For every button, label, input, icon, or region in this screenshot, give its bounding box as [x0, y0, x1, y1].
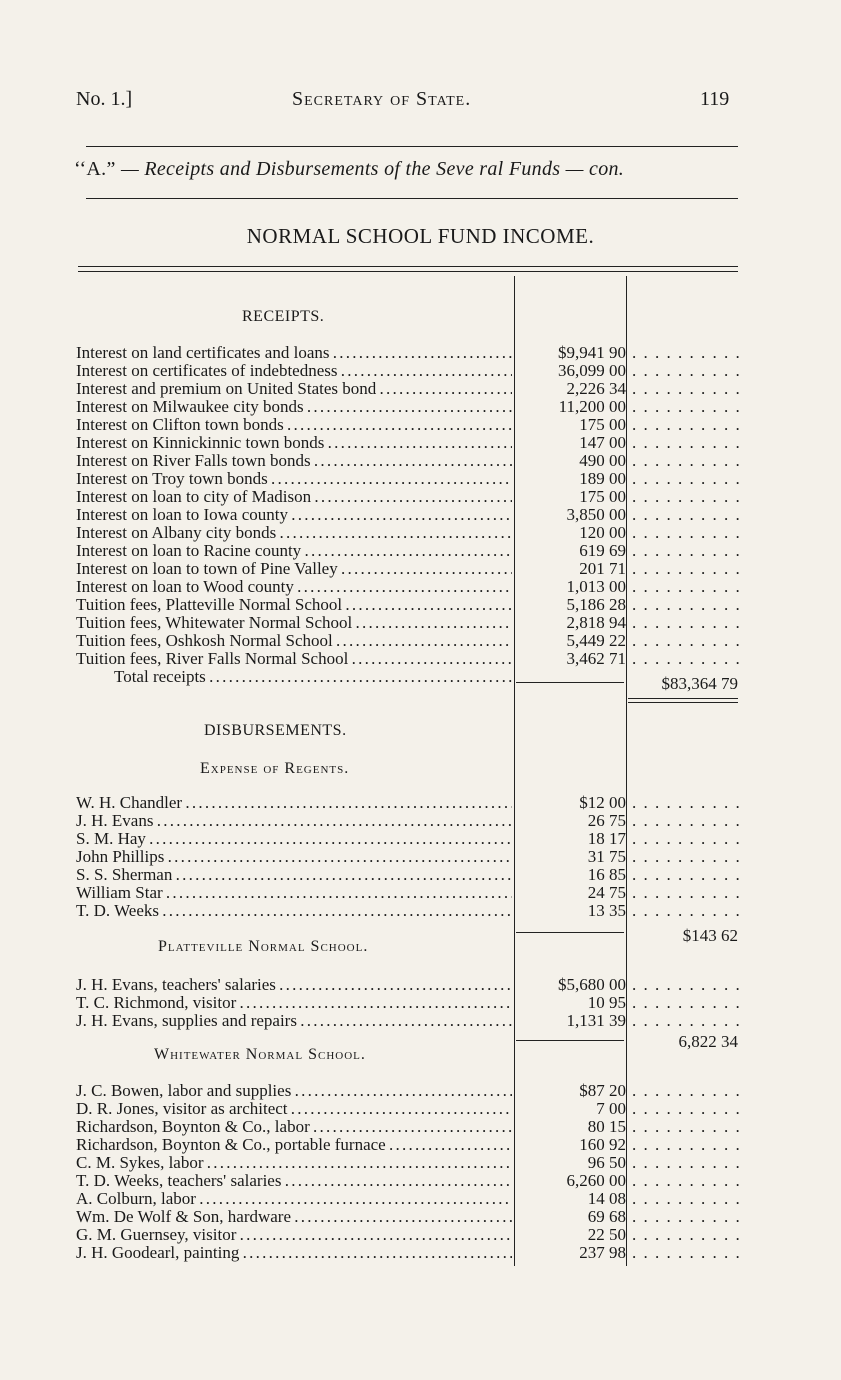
dot-leader — [632, 506, 740, 524]
regent-expense-row — [76, 848, 746, 866]
item-description: Interest on loan to city of Madison . . . — [76, 488, 512, 506]
dot-leader — [632, 398, 740, 416]
item-amount: 16 85 — [587, 865, 626, 884]
regent-expense-row — [76, 830, 746, 848]
item-description: Tuition fees, Whitewater Normal School . . . — [76, 614, 512, 632]
regent-expense-row — [76, 902, 746, 920]
item-amount: $12 00 — [579, 793, 626, 812]
dot-leader — [632, 1136, 740, 1154]
platteville-expense-row — [76, 994, 746, 1012]
whitewater-expense-row — [76, 1136, 746, 1154]
item-description: Tuition fees, Platteville Normal School . . . — [76, 596, 512, 614]
receipt-row — [76, 470, 746, 488]
receipt-row — [76, 632, 746, 650]
receipt-row — [76, 524, 746, 542]
dot-leader — [632, 650, 740, 668]
item-amount: 147 00 — [579, 433, 626, 452]
item-amount: 201 71 — [579, 559, 626, 578]
item-amount: 14 08 — [587, 1189, 626, 1208]
item-amount: 11,200 00 — [558, 397, 626, 416]
dot-leader — [632, 632, 740, 650]
item-description: Interest on River Falls town bonds . . . — [76, 452, 512, 470]
regent-expense-row — [76, 812, 746, 830]
receipt-row — [76, 488, 746, 506]
item-description: Richardson, Boynton & Co., portable furnace . . . — [76, 1136, 512, 1154]
receipt-row — [76, 506, 746, 524]
item-description: Interest on land certificates and loans . . . — [76, 344, 512, 362]
item-amount: 13 35 — [587, 901, 626, 920]
item-description: D. R. Jones, visitor as architect . . . — [76, 1100, 512, 1118]
item-description: J. H. Goodearl, painting . . . — [76, 1244, 512, 1262]
dot-leader — [632, 976, 740, 994]
dot-leader — [632, 994, 740, 1012]
item-description: T. D. Weeks, teachers' salaries . . . — [76, 1172, 512, 1190]
item-description: Interest on loan to Iowa county . . . — [76, 506, 512, 524]
item-description: C. M. Sykes, labor . . . — [76, 1154, 512, 1172]
whitewater-expense-row — [76, 1208, 746, 1226]
item-amount: 96 50 — [587, 1153, 626, 1172]
item-description: Richardson, Boynton & Co., labor . . . — [76, 1118, 512, 1136]
total-double-rule-1 — [628, 698, 738, 699]
total-receipts-value: $83,364 79 — [661, 674, 738, 693]
subtitle-text: — Receipts and Disbursements of the Seve ral Funds — con. — [115, 158, 625, 180]
item-amount: 490 00 — [579, 451, 626, 470]
item-description: T. D. Weeks . . . — [76, 902, 512, 920]
dot-leader — [632, 902, 740, 920]
receipts-heading: RECEIPTS. — [242, 308, 325, 325]
item-description: S. M. Hay . . . — [76, 830, 512, 848]
receipt-row — [76, 362, 746, 380]
table-subtitle — [74, 158, 754, 181]
item-description: Interest on Milwaukee city bonds . . . — [76, 398, 512, 416]
item-amount: $5,680 00 — [558, 975, 626, 994]
item-amount: 2,226 34 — [566, 379, 626, 398]
dot-leader — [632, 1012, 740, 1030]
item-amount: 36,099 00 — [558, 361, 626, 380]
receipt-row — [76, 398, 746, 416]
item-description: John Phillips . . . — [76, 848, 512, 866]
dot-leader — [632, 1082, 740, 1100]
whitewater-expense-row — [76, 1172, 746, 1190]
item-description: Interest on Kinnickinnic town bonds . . . — [76, 434, 512, 452]
item-description: Tuition fees, Oshkosh Normal School . . . — [76, 632, 512, 650]
dot-leader — [632, 1244, 740, 1262]
item-description: J. H. Evans, teachers' salaries . . . — [76, 976, 512, 994]
item-amount: 189 00 — [579, 469, 626, 488]
dot-leader — [632, 794, 740, 812]
item-amount: 7 00 — [596, 1099, 626, 1118]
platteville-expense-row — [76, 1012, 746, 1030]
table-top-rule — [78, 266, 738, 272]
item-amount: 80 15 — [587, 1117, 626, 1136]
whitewater-heading: Whitewater Normal School. — [154, 1046, 366, 1063]
receipt-row — [76, 560, 746, 578]
item-amount: 24 75 — [587, 883, 626, 902]
whitewater-expense-row — [76, 1226, 746, 1244]
dot-leader — [632, 452, 740, 470]
regents-total: $143 62 — [682, 926, 738, 945]
subtitle-quote: ‘‘A.” — [74, 158, 116, 180]
item-amount: 175 00 — [579, 415, 626, 434]
item-description: A. Colburn, labor . . . — [76, 1190, 512, 1208]
platteville-subtotal-rule — [516, 1040, 624, 1041]
dot-leader — [632, 596, 740, 614]
item-amount: 6,260 00 — [566, 1171, 626, 1190]
platteville-heading: Platteville Normal School. — [158, 938, 369, 955]
receipt-row — [76, 596, 746, 614]
item-description: Tuition fees, River Falls Normal School . . . — [76, 650, 512, 668]
item-description: J. H. Evans . . . — [76, 812, 512, 830]
item-description: Interest on loan to town of Pine Valley . . . — [76, 560, 512, 578]
dot-leader — [632, 1190, 740, 1208]
dot-leader — [632, 380, 740, 398]
total-double-rule-2 — [628, 702, 738, 703]
whitewater-expense-row — [76, 1118, 746, 1136]
item-description: G. M. Guernsey, visitor . . . — [76, 1226, 512, 1244]
item-description: Interest on loan to Racine county . . . — [76, 542, 512, 560]
item-amount: 3,850 00 — [566, 505, 626, 524]
dot-leader — [632, 362, 740, 380]
receipt-row — [76, 434, 746, 452]
receipt-row — [76, 344, 746, 362]
receipt-row — [76, 416, 746, 434]
item-description: Interest on Clifton town bonds . . . — [76, 416, 512, 434]
dot-leader — [632, 416, 740, 434]
item-amount: 1,013 00 — [566, 577, 626, 596]
page-number: 119 — [700, 88, 730, 110]
receipt-row — [76, 650, 746, 668]
receipt-row — [76, 380, 746, 398]
dot-leader — [632, 524, 740, 542]
dot-leader — [632, 560, 740, 578]
total-receipts-label: Total receipts . . . — [76, 668, 512, 686]
receipt-row — [76, 614, 746, 632]
item-description: J. C. Bowen, labor and supplies . . . — [76, 1082, 512, 1100]
disbursements-heading: DISBURSEMENTS. — [204, 722, 347, 739]
dot-leader — [632, 542, 740, 560]
regent-expense-row — [76, 794, 746, 812]
item-description: T. C. Richmond, visitor . . . — [76, 994, 512, 1012]
dot-leader — [632, 1172, 740, 1190]
item-amount: 237 98 — [579, 1243, 626, 1262]
dot-leader — [632, 866, 740, 884]
dot-leader — [632, 884, 740, 902]
platteville-expense-row — [76, 976, 746, 994]
item-description: S. S. Sherman . . . — [76, 866, 512, 884]
item-description: Wm. De Wolf & Son, hardware . . . — [76, 1208, 512, 1226]
item-amount: 26 75 — [587, 811, 626, 830]
item-amount: 3,462 71 — [566, 649, 626, 668]
dot-leader — [632, 470, 740, 488]
dot-leader — [632, 1208, 740, 1226]
report-number: No. 1.] — [76, 88, 133, 110]
item-description: J. H. Evans, supplies and repairs . . . — [76, 1012, 512, 1030]
item-amount: $87 20 — [579, 1081, 626, 1100]
platteville-total: 6,822 34 — [678, 1032, 738, 1051]
whitewater-expense-row — [76, 1154, 746, 1172]
whitewater-expense-row — [76, 1244, 746, 1262]
dot-leader — [632, 1100, 740, 1118]
regent-expense-row — [76, 884, 746, 902]
item-amount: $9,941 90 — [558, 343, 626, 362]
item-amount: 5,449 22 — [566, 631, 626, 650]
dot-leader — [632, 344, 740, 362]
item-description: Interest on loan to Wood county . . . — [76, 578, 512, 596]
item-description: Interest and premium on United States bond . . . — [76, 380, 512, 398]
top-rule — [86, 146, 738, 147]
item-amount: 175 00 — [579, 487, 626, 506]
item-description: Interest on Troy town bonds . . . — [76, 470, 512, 488]
item-amount: 1,131 39 — [566, 1011, 626, 1030]
item-amount: 69 68 — [587, 1207, 626, 1226]
running-head: Secretary of State. — [292, 88, 472, 110]
item-description: William Star . . . — [76, 884, 512, 902]
subtitle-rule — [86, 198, 738, 199]
dot-leader — [632, 578, 740, 596]
receipts-subtotal-rule — [516, 682, 624, 683]
item-amount: 31 75 — [587, 847, 626, 866]
receipt-row — [76, 542, 746, 560]
item-amount: 5,186 28 — [566, 595, 626, 614]
item-amount: 120 00 — [579, 523, 626, 542]
item-amount: 22 50 — [587, 1225, 626, 1244]
dot-leader — [632, 1118, 740, 1136]
receipt-row — [76, 578, 746, 596]
dot-leader — [632, 1154, 740, 1172]
item-amount: 18 17 — [587, 829, 626, 848]
item-amount: 10 95 — [587, 993, 626, 1012]
item-amount: 619 69 — [579, 541, 626, 560]
dot-leader — [632, 1226, 740, 1244]
dot-leader — [632, 488, 740, 506]
item-amount: 160 92 — [579, 1135, 626, 1154]
regent-expense-row — [76, 866, 746, 884]
whitewater-expense-row — [76, 1082, 746, 1100]
page-title: NORMAL SCHOOL FUND INCOME. — [246, 224, 595, 248]
regents-heading: Expense of Regents. — [200, 760, 350, 777]
dot-leader — [632, 848, 740, 866]
regents-subtotal-rule — [516, 932, 624, 933]
dot-leader — [632, 434, 740, 452]
whitewater-expense-row — [76, 1100, 746, 1118]
item-description: Interest on Albany city bonds . . . — [76, 524, 512, 542]
item-description: W. H. Chandler . . . — [76, 794, 512, 812]
receipt-row — [76, 452, 746, 470]
item-amount: 2,818 94 — [566, 613, 626, 632]
dot-leader — [632, 830, 740, 848]
dot-leader — [632, 614, 740, 632]
whitewater-expense-row — [76, 1190, 746, 1208]
item-description: Interest on certificates of indebtedness . . . — [76, 362, 512, 380]
dot-leader — [632, 812, 740, 830]
